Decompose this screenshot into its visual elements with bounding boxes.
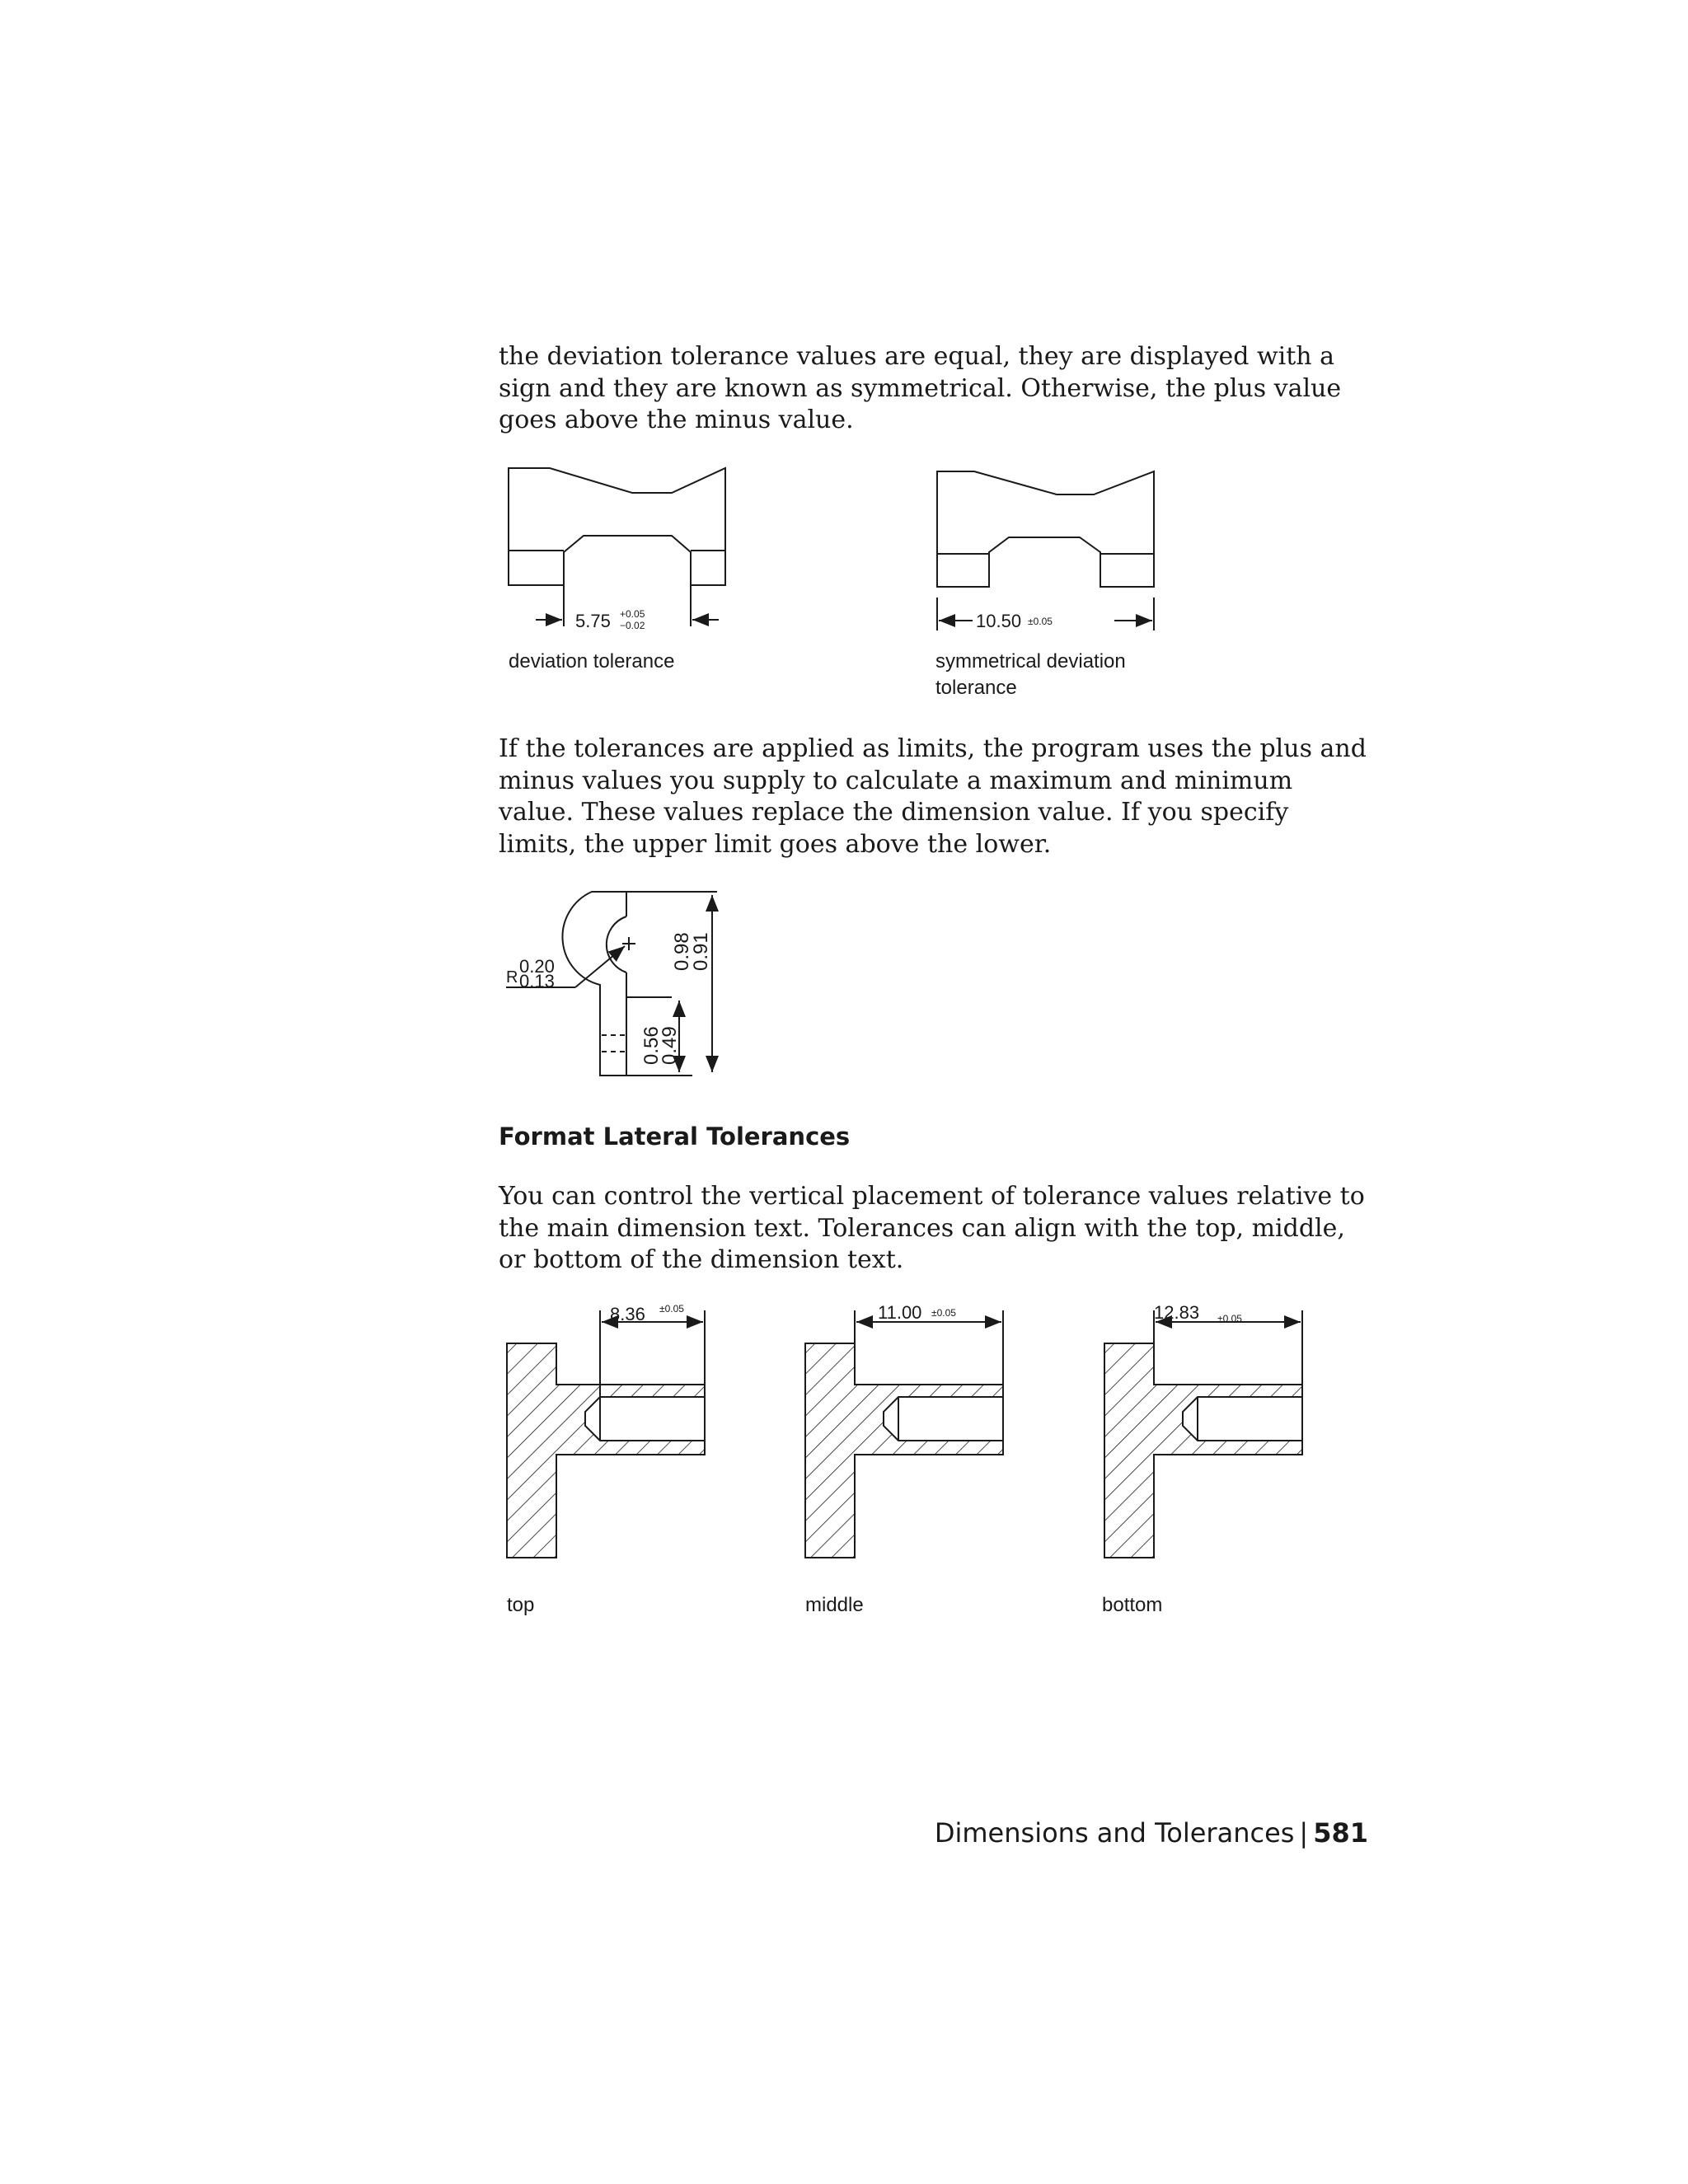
footer-separator: | <box>1299 1817 1309 1849</box>
symmetrical-caption-line1: symmetrical deviation <box>935 650 1126 673</box>
radius-upper: 0.20 <box>519 956 555 977</box>
inner-lower-limit: 0.49 <box>659 1026 681 1065</box>
caption-middle: middle <box>805 1594 864 1616</box>
radius-lower: 0.13 <box>519 971 555 991</box>
middle-tolerance: ±0.05 <box>931 1307 956 1319</box>
top-value: 8.36 <box>610 1304 645 1324</box>
part-top <box>507 1310 705 1558</box>
caption-bottom: bottom <box>1102 1594 1163 1616</box>
symmetrical-caption-line2: tolerance <box>935 677 1017 699</box>
middle-value: 11.00 <box>878 1302 922 1323</box>
body-paragraph-2: If the tolerances are applied as limits, the program uses the plus and minus values you supply to calculate a maximum and minimum value. These values replace the dimension value. If you specify limits, the upper limit goes above the lower. <box>499 734 1367 859</box>
footer-section-title: Dimensions and Tolerances <box>934 1817 1295 1849</box>
deviation-minus: −0.02 <box>620 620 645 631</box>
lateral-tolerance-figure <box>495 1302 1311 1582</box>
body-paragraph-1: the deviation tolerance values are equal, they are displayed with a sign and they are known as symmetrical. Otherwise, the plus value goes above the minus value. <box>499 342 1351 434</box>
bottom-value: 12.83 <box>1154 1302 1200 1323</box>
outer-upper-limit: 0.98 <box>671 932 693 971</box>
part-middle <box>805 1310 1003 1558</box>
inner-upper-limit: 0.56 <box>640 1026 663 1065</box>
symmetrical-part-outline <box>937 471 1154 630</box>
part-bottom <box>1104 1310 1302 1558</box>
radius-prefix: R <box>506 968 518 987</box>
deviation-caption: deviation tolerance <box>509 650 675 673</box>
body-paragraph-3: You can control the vertical placement of tolerance values relative to the main dimension text. Tolerances can align with the top, middle, or bottom of the dimension text. <box>499 1182 1365 1274</box>
deviation-plus: +0.05 <box>620 608 645 620</box>
limits-tolerance-figure <box>495 882 742 1084</box>
bottom-tolerance: ±0.05 <box>1217 1313 1242 1324</box>
section-heading: Format Lateral Tolerances <box>499 1122 851 1151</box>
symmetrical-value: 10.50 <box>976 611 1022 631</box>
page-footer <box>935 1817 1368 1849</box>
symmetrical-tolerance: ±0.05 <box>1028 616 1053 627</box>
top-tolerance: ±0.05 <box>659 1303 684 1315</box>
deviation-part-outline <box>509 468 725 626</box>
outer-lower-limit: 0.91 <box>690 932 712 971</box>
caption-top: top <box>507 1594 535 1616</box>
page-number: 581 <box>1313 1817 1368 1849</box>
deviation-value: 5.75 <box>575 611 611 631</box>
